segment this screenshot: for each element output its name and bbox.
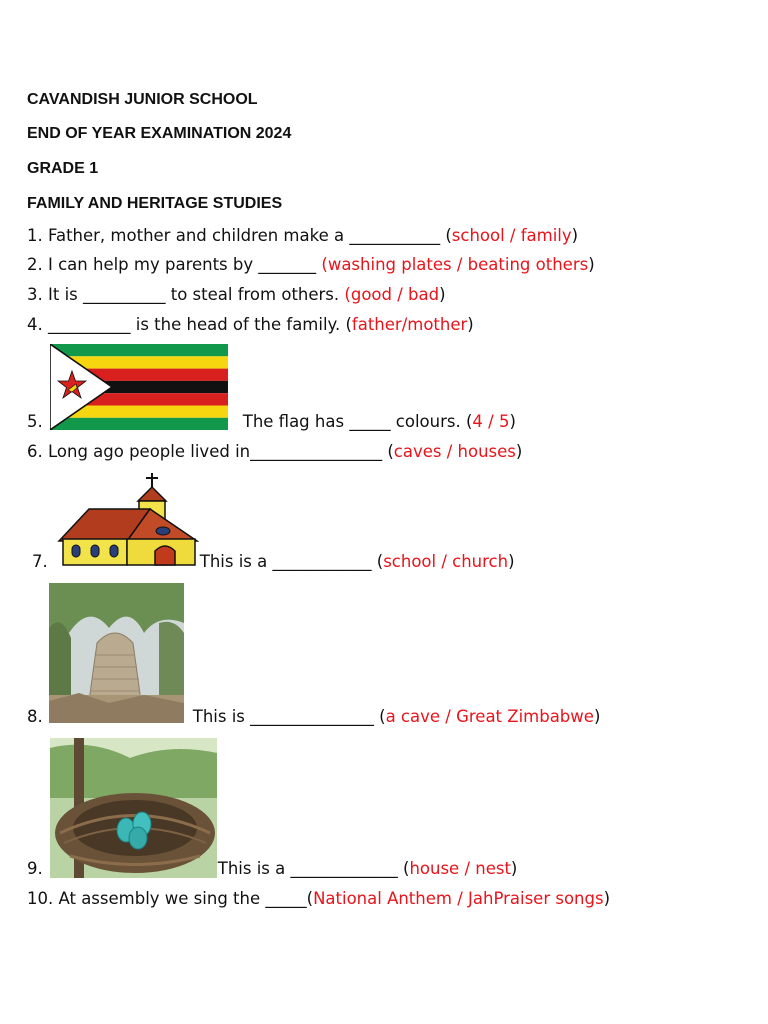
question-10: 10. At assembly we sing the _____(National Anthem / JahPraiser songs) — [27, 889, 611, 908]
question-2: 2. I can help my parents by _______ (washing plates / beating others) — [27, 255, 595, 274]
great-zimbabwe-tower-image — [49, 583, 184, 723]
grade-label: GRADE 1 — [27, 160, 99, 177]
question-6: 6. Long ago people lived in________________ (caves / houses) — [27, 442, 523, 461]
question-1-options: school / family — [451, 226, 572, 245]
question-3: 3. It is __________ to steal from others. (good / bad) — [27, 285, 446, 304]
question-9-options: house / nest — [409, 859, 511, 878]
question-5: 5. The flag has _____ colours. (4 / 5) — [27, 412, 516, 431]
question-8: 8. This is _______________ (a cave / Great Zimbabwe) — [27, 707, 601, 726]
question-2-options: (washing plates / beating others — [321, 255, 589, 274]
question-7: 7. This is a ____________ (school / church) — [32, 552, 515, 571]
question-5-options: 4 / 5 — [472, 412, 510, 431]
question-3-options: (good / bad — [344, 285, 440, 304]
school-name: CAVANDISH JUNIOR SCHOOL — [27, 91, 258, 108]
question-4-options: father/mother — [351, 315, 468, 334]
question-4: 4. __________ is the head of the family. (father/mother) — [27, 315, 474, 334]
question-7-options: school / church — [383, 552, 509, 571]
question-6-options: caves / houses — [393, 442, 516, 461]
question-1: 1. Father, mother and children make a ___________ (school / family) — [27, 226, 579, 245]
question-9: 9. This is a _____________ (house / nest) — [27, 859, 518, 878]
question-10-options: National Anthem / JahPraiser songs — [313, 889, 604, 908]
subject-title: FAMILY AND HERITAGE STUDIES — [27, 195, 283, 212]
question-8-options: a cave / Great Zimbabwe — [385, 707, 594, 726]
exam-title: END OF YEAR EXAMINATION 2024 — [27, 125, 292, 142]
bird-nest-image — [50, 738, 217, 878]
